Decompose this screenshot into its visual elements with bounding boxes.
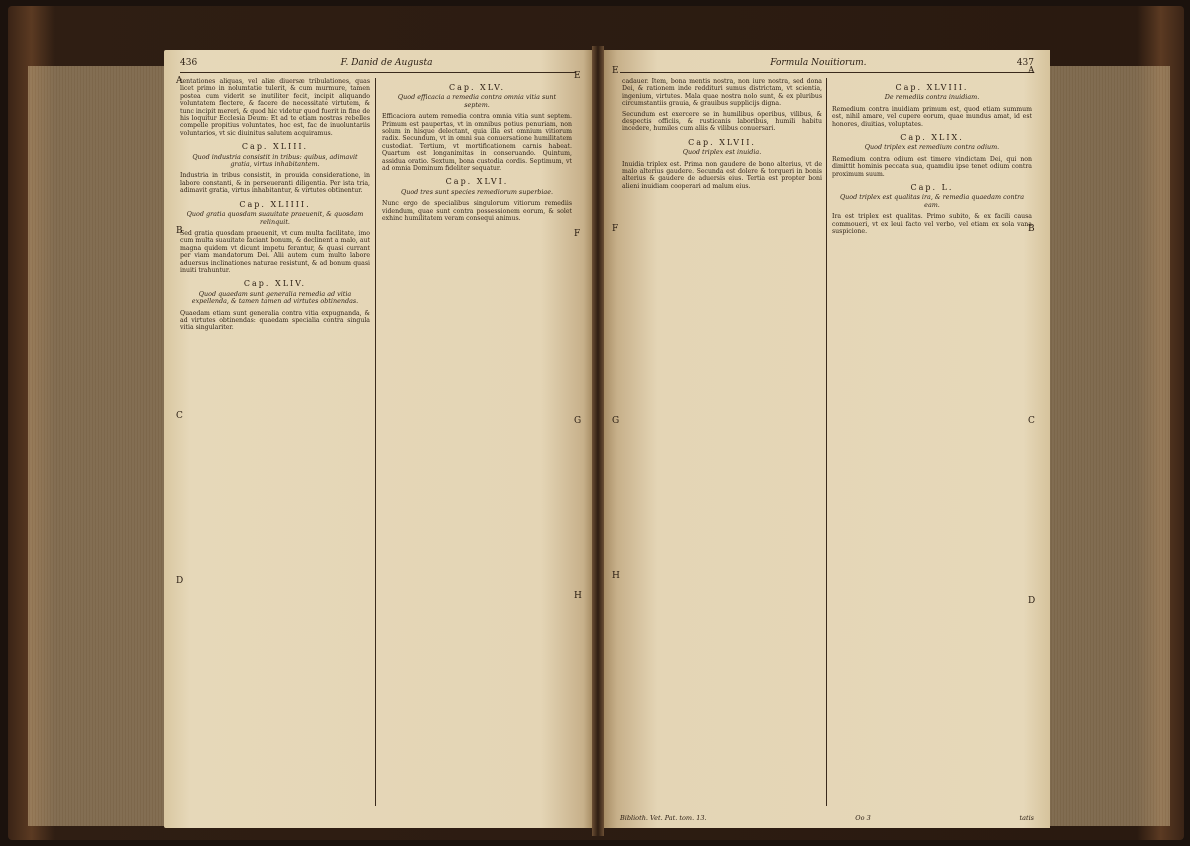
right-page xyxy=(604,50,1050,828)
margin-letter: B xyxy=(1028,224,1035,234)
right-page-footer xyxy=(620,814,1034,822)
chapter-heading: Cap. XLVII. xyxy=(688,137,756,147)
margin-letter: E xyxy=(574,71,581,81)
paragraph: Inuidia triplex est. Prima non gaudere de bono alterius, vt de malo alterius gaudere. Secunda est dolere & torqueri in bonis alterius & gaudere de aduersis eius. Tertia est propter boni alieni inuidiam cooperari ad malum eius. xyxy=(622,160,822,190)
paragraph: Efficaciora autem remedia contra omnia vitia sunt septem. Primum est paupertas, vt in omnibus potius penuriam, non solum in hisque delectant, quia illa est omnium vitiorum radix. Secundum, vt in omni sua conuersatione humilitatem custodiat. Tertium, vt mortificationem carnis habeat. Quartum est longanimitas in conseruando. Quintum, assidua oratio. Sextum, bona custodia cordis. Septimum, vt ad omnia Dominum fideliter sequatur. xyxy=(382,113,572,173)
left-column-1 xyxy=(180,78,370,806)
column-divider xyxy=(826,78,827,806)
column-divider xyxy=(375,78,376,806)
chapter-subtitle: Quod efficacia a remedia contra omnia vitia sunt septem. xyxy=(397,93,557,109)
right-column-2 xyxy=(832,78,1032,806)
book-spread xyxy=(8,6,1184,840)
left-page-number: 436 xyxy=(180,58,198,68)
margin-letter: H xyxy=(574,591,582,601)
paragraph: Remedium contra inuidiam primum est, quod etiam summum est, nihil amare, vel cupere eorum, quae mundus amat, id est honores, diuitias, voluptates. xyxy=(832,105,1032,128)
chapter-subtitle: Quod tres sunt species remediorum superbiae. xyxy=(400,187,554,196)
margin-letter: D xyxy=(1028,596,1036,606)
chapter-heading: Cap. XLV. xyxy=(448,83,506,92)
left-running-head xyxy=(180,58,576,72)
paragraph: Ira est triplex est qualitas. Primo subito, & ex facili causa commoueri, vt ex leui facto vel verbo, vel etiam ex sola vana suspicione. xyxy=(832,213,1032,236)
paragraph: tentationes aliquas, vel aliæ diuersæ tribulationes, quas licet primo in nolumtatie tulerit, & cum murmure, tamen postea cum viderit se inutiliter fecit, incipit aliquando voluntatem flectere, & facere de necessitate virtutem, & tunc incipit mereri, & quod hic videtur quod fuerit in fine de his loquitur Ecclesia Deum: Et ad te etiam nostras rebelles compelle propitius voluntates, hoc est, fac de inuoluntariis voluntarios, vt sic diuinitus salutem acquiramus. xyxy=(180,78,370,137)
fore-edge-right xyxy=(1050,66,1170,826)
right-running-head xyxy=(620,58,1034,72)
margin-letter: F xyxy=(612,224,619,234)
paragraph: Industria in tribus consistit, in prouida consideratione, in labore constanti, & in perseueranti diligentia. Per ista tria, adimavit gratia, virtus inhabitantur, & virtutes obtinentur. xyxy=(180,172,370,195)
footer-note: Biblioth. Vet. Pat. tom. 13. xyxy=(620,814,707,822)
book-gutter xyxy=(592,46,604,836)
right-column-1 xyxy=(622,78,822,806)
chapter-heading: Cap. XLVI. xyxy=(445,177,509,187)
margin-letter: H xyxy=(612,571,620,581)
left-column-2 xyxy=(382,78,572,806)
header-rule xyxy=(180,72,576,73)
catchword: tatis xyxy=(1019,814,1034,822)
chapter-subtitle: Quod triplex est remedium contra odium. xyxy=(864,143,1000,152)
paragraph: Nunc ergo de specialibus singulorum vitiorum remediis videndum, quae sunt contra possessionem eorum, & solet exhinc humilitatem veram consequi animus. xyxy=(382,200,572,223)
margin-letter: E xyxy=(612,66,619,76)
paragraph: Remedium contra odium est timere vindictam Dei, qui non dimittit hominis peccata sua, quamdiu ipse tenet odium contra proximum suum. xyxy=(832,155,1032,178)
chapter-subtitle: De remediis contra inuidiam. xyxy=(884,93,980,102)
margin-letter: C xyxy=(176,411,183,421)
chapter-heading: Cap. XLIV. xyxy=(243,279,307,289)
margin-letter: A xyxy=(176,76,183,86)
margin-letter: G xyxy=(574,416,582,426)
margin-letter: G xyxy=(612,416,620,426)
chapter-subtitle: Quod gratia quosdam suauitate praeuenit, & quosdam relinquit. xyxy=(186,210,364,226)
paragraph: Quaedam etiam sunt generalia contra vitia expugnanda, & ad virtutes obtinendas: quaedam specialia contra singula vitia singulariter. xyxy=(180,309,370,332)
right-running-title: Formula Nouitiorum. xyxy=(770,58,867,68)
fore-edge-left xyxy=(28,66,164,826)
margin-letter: C xyxy=(1028,416,1035,426)
right-page-number: 437 xyxy=(1016,58,1034,68)
chapter-heading: Cap. XLIII. xyxy=(241,142,309,152)
left-page xyxy=(164,50,592,828)
chapter-subtitle: Quod triplex est qualitas ira, & remedia quaedam contra eam. xyxy=(839,193,1025,209)
chapter-heading: Cap. L. xyxy=(910,183,954,193)
header-rule xyxy=(620,72,1034,73)
margin-letter: A xyxy=(1028,66,1035,76)
margin-letter: F xyxy=(574,229,581,239)
chapter-subtitle: Quod quaedam sunt generalia remedia ad vitia expellenda, & tamen tamen ad virtutes obtinendas. xyxy=(191,289,359,306)
paragraph: Sed gratia quosdam praeuenit, vt cum multa facilitate, imo cum multa suauitate faciant bonum, & declinent a malo, aut magna quidem vt dicunt impetu ferantur, & quasi currant per viam mandatorum Dei. Alii autem cum multo labore aduersus inclinationes naturae resistunt, & ad bonum quasi inuiti trahuntur. xyxy=(180,229,370,274)
signature-mark: Oo 3 xyxy=(855,814,871,822)
margin-letter: B xyxy=(176,226,183,236)
chapter-subtitle: Quod industria consistit in tribus: quibus, adimavit gratia, virtus inhabitantem. xyxy=(192,152,358,169)
chapter-heading: Cap. XLVIII. xyxy=(895,83,969,92)
chapter-subtitle: Quod triplex est inuidia. xyxy=(682,148,762,157)
margin-letter: D xyxy=(176,576,184,586)
paragraph: Secundum est exercere se in humilibus operibus, vilibus, & despectis officiis, & rusticanis laboribus, humili habitu incedere, humiles cum aliis & vilibus conuersari. xyxy=(622,110,822,133)
paragraph: cadauer. Item, bona mentis nostra, non iure nostra, sed dona Dei, & rationem inde reddituri sumus districtam, vt scientia, ingenium, virtutes. Mala quae nostra nolo sunt, & ex pluribus circumstantiis grauia, & grauibus supplicijs digna. xyxy=(622,78,822,108)
left-running-title: F. Danid de Augusta xyxy=(340,58,433,68)
chapter-heading: Cap. XLIX. xyxy=(900,133,964,143)
chapter-heading: Cap. XLIIII. xyxy=(239,199,311,209)
